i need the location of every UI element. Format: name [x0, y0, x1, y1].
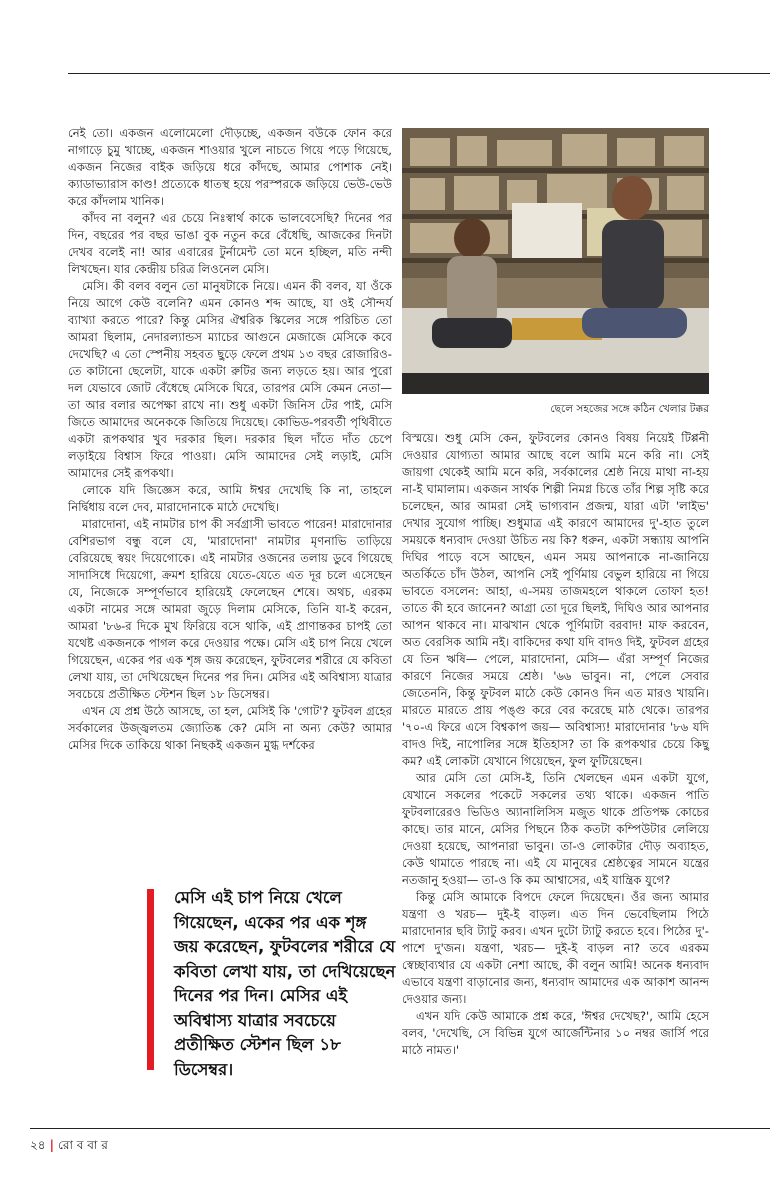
pullquote: মেসি এই চাপ নিয়ে খেলে গিয়েছেন, একের পর এক শৃঙ্গ জয় করেছেন, ফুটবলের শরীরে যে কবিতা লেখা যায়, তা দেখিয়েছেন দিনের পর দিন। মেসির এই অবিশ্বাস্য যাত্রার সবচেয়ে প্রতীক্ষিত স্টেশন ছিল ১৮ ডিসেম্বর। — [174, 888, 396, 1079]
paragraph: এখন যে প্রশ্ন উঠে আসছে, তা হল, মেসিই কি 'গোট'? ফুটবল গ্রহের সর্বকালের উজ্জ্বলতম জ্যোতিষ্ক কে? মেসি না অন্য কেউ? আমার মেসির দিকে তাকিয়ে থাকা নিছকই একজন মুগ্ধ দর্শকের — [68, 704, 392, 752]
column-left — [68, 125, 392, 754]
bottom-rule — [30, 1128, 770, 1129]
paragraph: বিস্ময়ে। শুধু মেসি কেন, ফুটবলের কোনও বিষয় নিয়েই টিপ্পনী দেওয়ার যোগ্যতা আমার আছে বলে আমি মনে করি না। সেই জায়গা থেকেই আমি মনে করি, সর্বকালের শ্রেষ্ঠ নিয়ে মাথা না-হয় না-ই ঘামালাম। একজন সার্থক শিল্পী নিমগ্ন চিত্তে তাঁর শিল্প সৃষ্টি করে চলেছেন, আর আমরা সেই ভাগ্যবান প্রজন্ম, যারা এটা 'লাইভ' দেখার সুযোগ পাচ্ছি। শুধুমাত্র এই কারণে আমাদের দু'-হাত তুলে সময়কে ধন্যবাদ দেওয়া উচিত নয় কি? ধরুন, একটা সন্ধ্যায় আপনি দিঘির পাড়ে বসে আছেন, এমন সময় আপনাকে না-জানিয়ে অতর্কিতে চাঁদ উঠল, আপনি সেই পূর্ণিমায় বেভুল হারিয়ে না গিয়ে ভাবতে বসলেন: আহা, এ-সময় তাজমহলে থাকলে তোফা হত! তাতে কী হবে জানেন? আগ্রা তো দূরে ছিলই, দিঘিও আর আপনার আপন থাকবে না। মাঝখান থেকে পূর্ণিমাটা বরবাদ! মাফ করবেন, অত বেরসিক আমি নই। বাকিদের কথা যদি বাদও দিই, ফুটবল গ্রহের যে তিন ঋষি— পেলে, মারাদোনা, মেসি— এঁরা সম্পূর্ণ নিজের কারণে নিজের সময়ে শ্রেষ্ঠ। '৬৬ ভাবুন। না, পেলে সেবার জেতেননি, কিন্তু ফুটবল মাঠে কেউ কোনও দিন এত মারও খায়নি। মারতে মারতে প্রায় পঙ্গু করে বের করেছে মাঠ থেকে। তারপর '৭০-এ ফিরে এসে বিশ্বকাপ জয়— অবিশ্বাস্য! মারাদোনার '৮৬ যদি বাদও দিই, নাপোলির সঙ্গে ইতিহাস? তা কি রূপকথার চেয়ে কিছু কম? এই লোকটা যেখানে গিয়েছেন, ফুল ফুটিয়েছেন। — [402, 431, 709, 768]
pullquote-accent-bar — [147, 889, 154, 1070]
photo-caption: ছেলে সহজের সঙ্গে কঠিন খেলার টক্কর — [550, 403, 709, 415]
paragraph: এখন যদি কেউ আমাকে প্রশ্ন করে, 'ঈশ্বর দেখেছ?', আমি হেসে বলব, 'দেখেছি, সে বিভিন্ন যুগে আর্জেন্টিনার ১০ নম্বর জার্সি পরে মাঠে নামত।' — [402, 1009, 709, 1057]
page-footer — [30, 1137, 108, 1157]
paragraph: কাঁদব না বলুন? এর চেয়ে নিঃস্বার্থ কাকে ভালবেসেছি? দিনের পর দিন, বছরের পর বছর ভাঙা বুক নতুন করে বেঁধেছি, আজকের দিনটা দেখব বলেই না! আর এবারের টুর্নামেন্ট তো মনে হচ্ছিল, মতি নন্দী লিখছেন। যার কেন্দ্রীয় চরিত্র লিওনেল মেসি। — [68, 211, 392, 276]
paragraph: আর মেসি তো মেসি-ই, তিনি খেলছেন এমন একটা যুগে, যেখানে সকলের পকেটে সকলের তথ্য থাকে। একজন পাতি ফুটবলারেরও ভিডিও অ্যানালিসিস মজুত থাকে প্রতিপক্ষ কোচের কাছে। তার মানে, মেসির পিছনে ঠিক কতটা কম্পিউটার লেলিয়ে দেওয়া হয়েছে, আপনারা ভাবুন। তা-ও লোকটার দৌড় অব্যাহত, কেউ থামাতে পারছে না। এই যে মানুষের শ্রেষ্ঠত্বের সামনে যন্ত্রের নতজানু হওয়া— তা-ও কি কম আশ্বাসের, এই যান্ত্রিক যুগে? — [402, 771, 709, 887]
article-photo — [402, 128, 709, 394]
top-rule — [68, 73, 770, 74]
paragraph: মেসি। কী বলব বলুন তো মানুষটাকে নিয়ে। এমন কী বলব, যা ওঁকে নিয়ে আগে কেউ বলেনি? এমন কোনও শব্দ আছে, যা ওই সৌন্দর্য ব্যাখ্যা করতে পারে? কিন্তু মেসির ঐশ্বরিক স্কিলের সঙ্গে পরিচিত তো আমরা ছিলাম, নেদারল্যান্ডস ম্যাচের আগুনে মেজাজে মেসিকে কবে দেখেছি? এ তো স্পেনীয় সহবত ছুড়ে ফেলে প্রথম ১৩ বছর রোজারিও-তে কাটানো ছেলেটা, যাকে একটা রুটির জন্য লড়তে হয়। আর পুরো দল যেভাবে জোট বেঁধেছে মেসিকে ঘিরে, তারপর মেসি কেমন নেতা— তা আর বলার অপেক্ষা রাখে না। শুধু একটা জিনিস টের পাই, মেসি জিতে আমাদের অনেককে জিতিয়ে দিয়েছে। কোভিড-পরবর্তী পৃথিবীতে একটা রূপকথার খুব দরকার ছিল। দরকার ছিল দাঁতে দাঁত চেপে লড়াইয়ে বিশ্বাস ফিরে পাওয়া। মেসি আমাদের সেই লড়াই, মেসি আমাদের সেই রূপকথা। — [68, 279, 392, 480]
page-number: ২৪ — [30, 1138, 46, 1152]
paragraph: লোকে যদি জিজ্ঞেস করে, আমি ঈশ্বর দেখেছি কি না, তাহলে নির্দ্বিধায় বলে দেব, মারাদোনাকে মাঠে দেখেছি। — [68, 483, 392, 514]
footer-separator: | — [49, 1138, 54, 1152]
paragraph: কিন্তু মেসি আমাকে বিপদে ফেলে দিয়েছেন। ওঁর জন্য আমার যন্ত্রণা ও খরচ— দুই-ই বাড়ল। এত দিন ভেবেছিলাম পিঠে মারাদোনার ছবি ট্যাটু করব। এখন দুটো ট্যাটু করতে হবে। পিঠের দু'-পাশে দু'জন। যন্ত্রণা, খরচ— দুই-ই বাড়ল না? তবে এরকম স্বেচ্ছাব্যথার যে একটা নেশা আছে, কী বলুন আমি! অনেক ধন্যবাদ এভাবে যন্ত্রণা বাড়ানোর জন্য, ধন্যবাদ আমাদের এক আকাশ আনন্দ দেওয়ার জন্য। — [402, 890, 709, 1006]
paragraph: মারাদোনা, এই নামটার চাপ কী সর্বগ্রাসী ভাবতে পারেন! মারাদোনার বেশিরভাগ বন্ধু বলে যে, 'মারাদোনা' নামটার মৃণনাভি তাড়িয়ে বেরিয়েছে স্বয়ং দিয়েগোকে। এই নামটার ওজনের তলায় ডুবে গিয়েছে সাদাসিধে দিয়েগো, ক্রমশ হারিয়ে যেতে-যেতে এত দূর চলে এসেছেন যে, নিজেকে সম্পূর্ণভাবে হারিয়েই ফেলেছেন শেষে। অথচ, এরকম একটা নামের সঙ্গে আমরা জুড়ে দিলাম মেসিকে, তিনি যা-ই করেন, আমরা '৮৬-র দিকে মুখ ফিরিয়ে বসে থাকি, এই প্রাণান্তকর চাপই তো যথেষ্ট একজনকে পাগল করে দেওয়ার পক্ষে। মেসি এই চাপ নিয়ে খেলে গিয়েছেন, একের পর এক শৃঙ্গ জয় করেছেন, ফুটবলের শরীরে যে কবিতা লেখা যায়, তা দেখিয়েছেন দিনের পর দিন। মেসির এই অবিশ্বাস্য যাত্রার সবচেয়ে প্রতীক্ষিত স্টেশন ছিল ১৮ ডিসেম্বর। — [68, 517, 392, 701]
chess-players-photo — [402, 128, 709, 394]
magazine-name: রো ব বা র — [57, 1138, 108, 1152]
column-right — [402, 430, 709, 1059]
paragraph: নেই তো। একজন এলোমেলো দৌড়চ্ছে, একজন বউকে ফোন করে নাগাড়ে চুমু খাচ্ছে, একজন শাওয়ার খুলে নাচতে গিয়ে পড়ে গিয়েছে, একজন নিজের বাইক জড়িয়ে ধরে কাঁদছে, আমার পোশাক নেই। ক্যাডাভ্যারাস কাণ্ড! প্রত্যেকে ধাতস্থ হয়ে পরস্পরকে জড়িয়ে ভেউ-ভেউ করে কাঁদলাম খানিক। — [68, 126, 392, 208]
